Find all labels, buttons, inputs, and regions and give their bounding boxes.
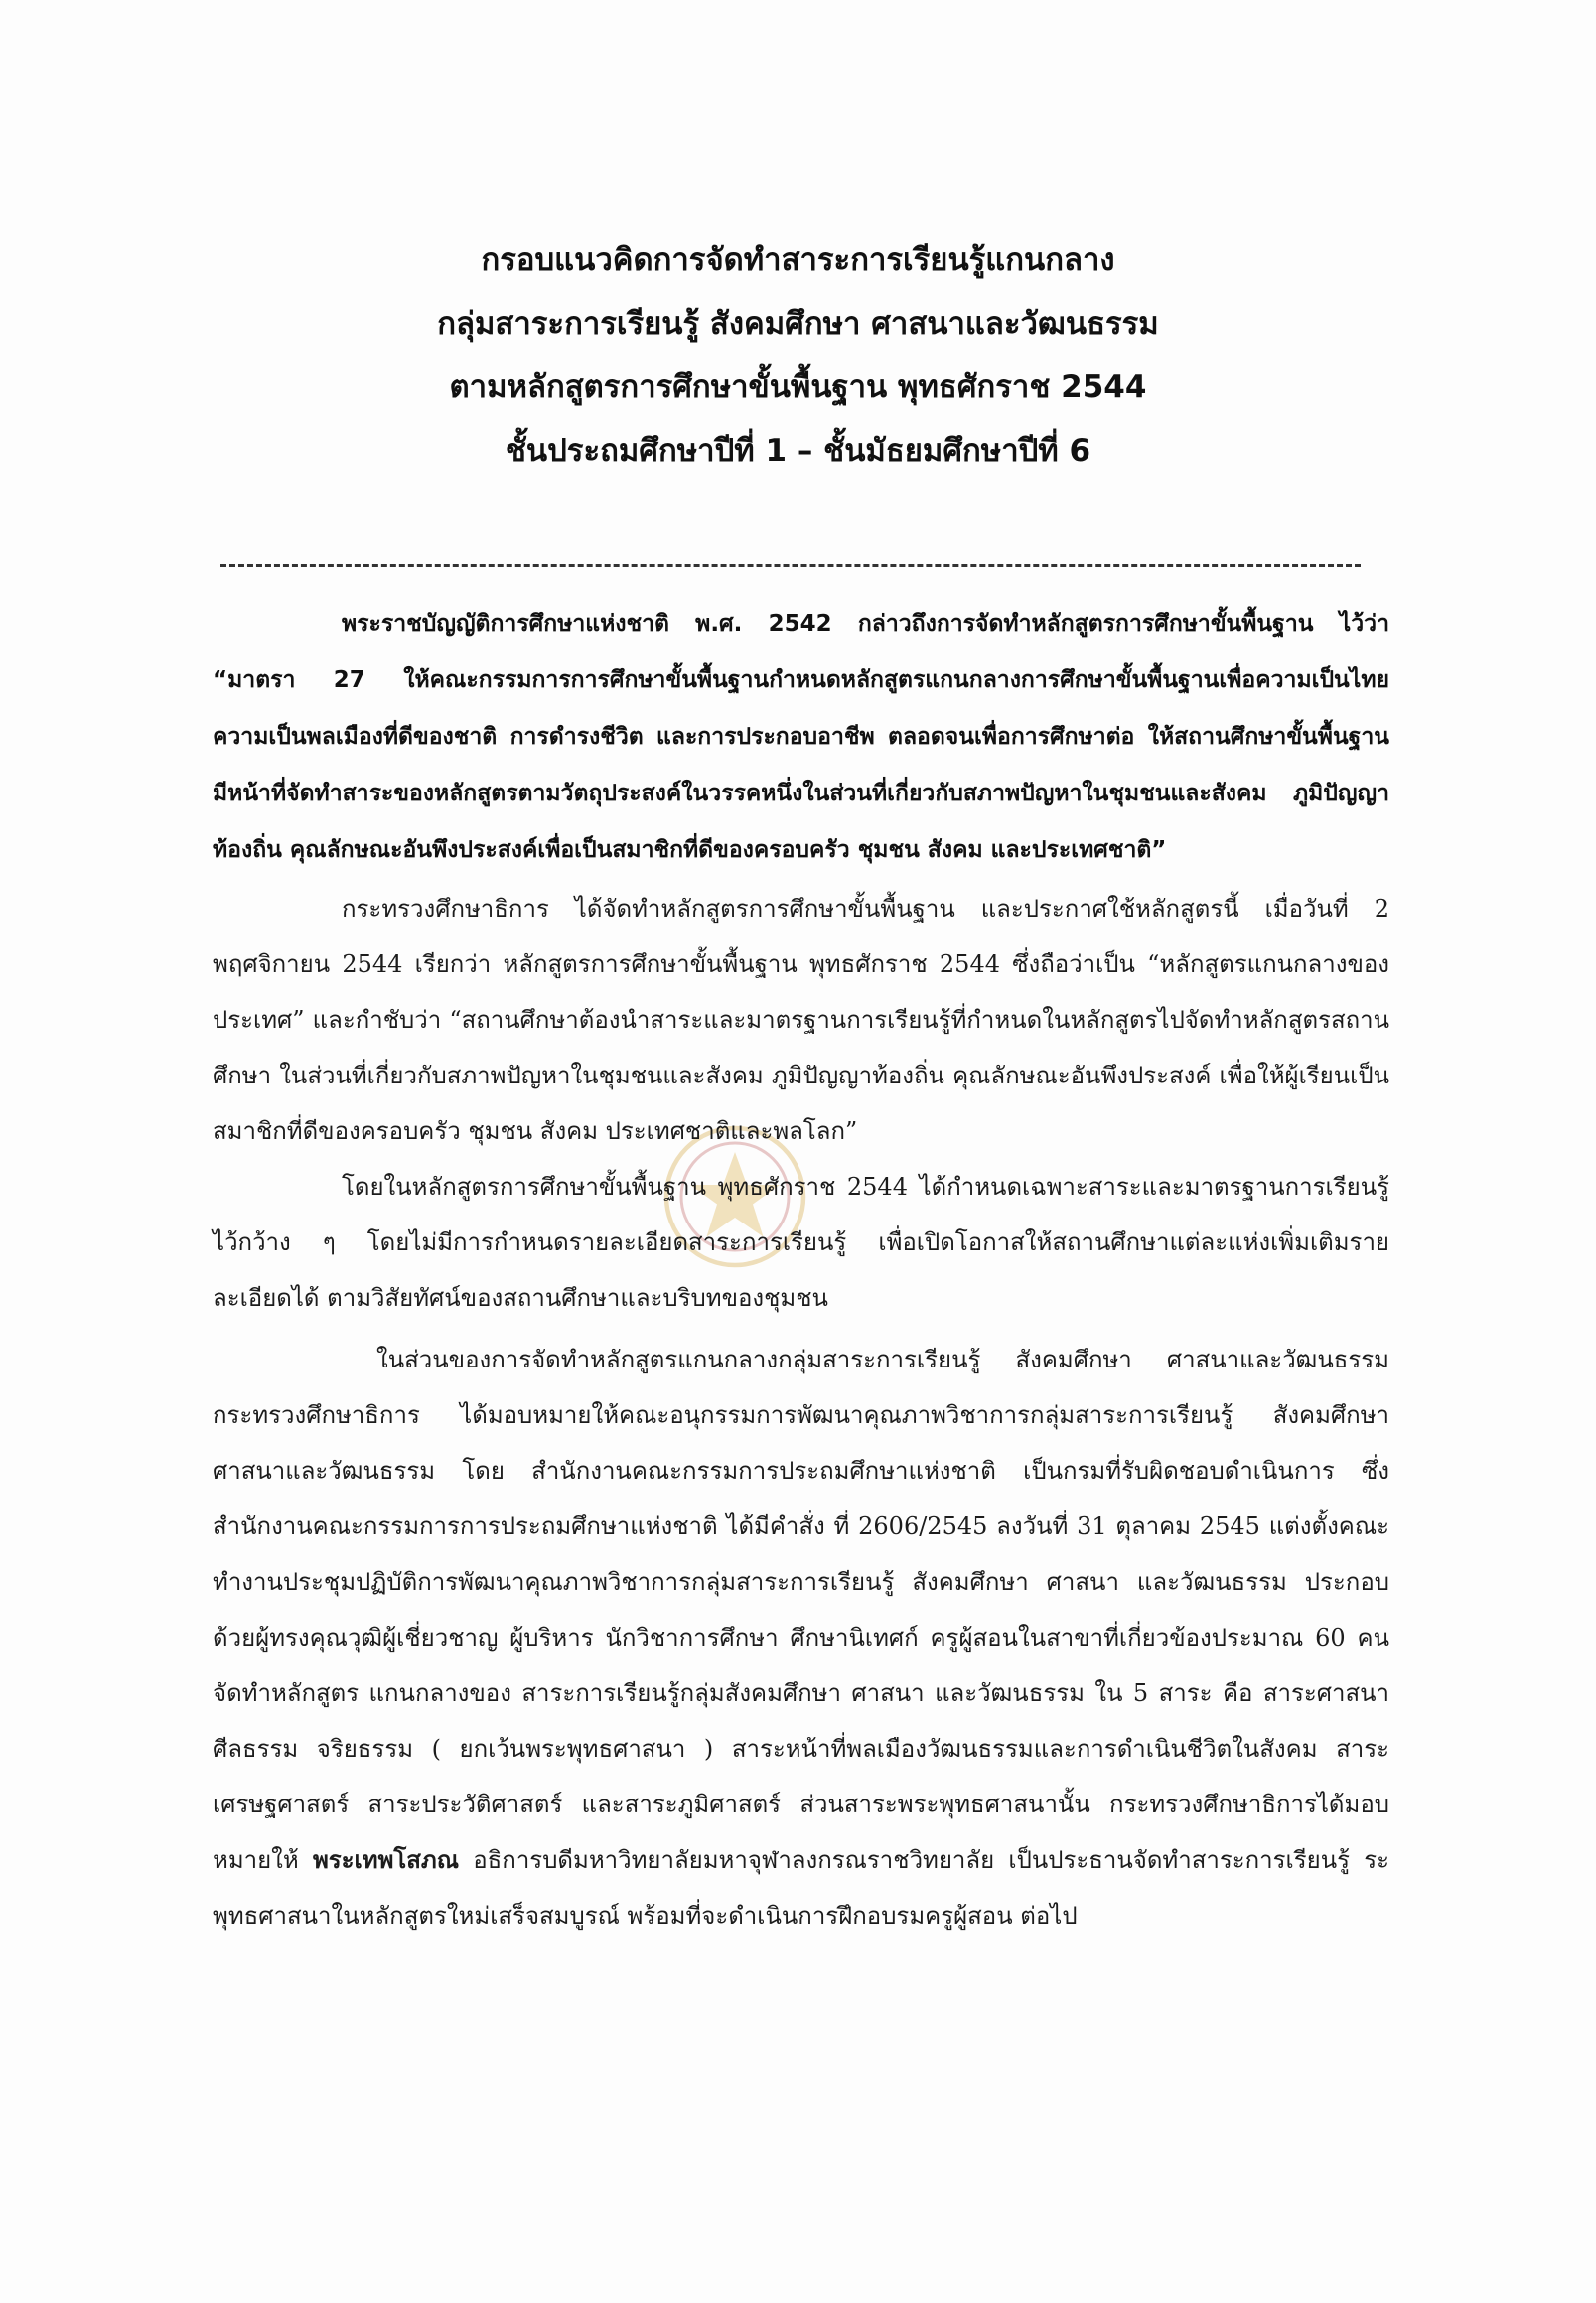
paragraph-4-text-a: ในส่วนของการจัดทำหลักสูตรแกนกลางกลุ่มสาระการเรียนรู้ สังคมศึกษา ศาสนาและวัฒนธรรม กระทรวงศึกษาธิการ ได้มอบหมายให้คณะอนุกรรมการพัฒนาคุณภาพวิชาการกลุ่มสาระการเรียนรู้ สังคมศึกษา ศาสนาและวัฒนธรรม โดย สำนักงานคณะกรรมการประถมศึกษาแห่งชาติ เป็นกรมที่รับผิดชอบดำเนินการ ซึ่งสำนักงานคณะกรรมการการประถมศึกษาแห่งชาติ ได้มีคำสั่ง ที่ 2606/2545 ลงวันที่ 31 ตุลาคม 2545 แต่งตั้งคณะทำงานประชุมปฏิบัติการพัฒนาคุณภาพวิชาการกลุ่มสาระการเรียนรู้ สังคมศึกษา ศาสนา และวัฒนธรรม ประกอบด้วยผู้ทรงคุณวุฒิผู้เชี่ยวชาญ ผู้บริหาร นักวิชาการศึกษา ศึกษานิเทศก์ ครูผู้สอนในสาขาที่เกี่ยวข้องประมาณ 60 คน จัดทำหลักสูตร แกนกลางของ สาระการเรียนรู้กลุ่มสังคมศึกษา ศาสนา และวัฒนธรรม ใน 5 สาระ คือ สาระศาสนา ศีลธรรม จริยธรรม ( ยกเว้นพระพุทธศาสนา ) สาระหน้าที่พลเมืองวัฒนธรรมและการดำเนินชีวิตในสังคม สาระเศรษฐศาสตร์ สาระประวัติศาสตร์ และสาระภูมิศาสตร์ ส่วนสาระพระพุทธศาสนานั้น กระทรวงศึกษาธิการได้มอบหมายให้ xyxy=(213,1346,1389,1874)
paragraph-4-emphasis: พระเทพโสภณ xyxy=(312,1846,460,1874)
document-body xyxy=(213,596,1389,1943)
dashed-divider xyxy=(220,564,1361,567)
paragraph-3: โดยในหลักสูตรการศึกษาขั้นพื้นฐาน พุทธศักราช 2544 ได้กำหนดเฉพาะสาระและมาตรฐานการเรียนรู้ไว้กว้าง ๆ โดยไม่มีการกำหนดรายละเอียดสาระการเรียนรู้ เพื่อเปิดโอกาสให้สถานศึกษาแต่ละแห่งเพิ่มเติมรายละเอียดได้ ตามวิสัยทัศน์ของสถานศึกษาและบริบทของชุมชน xyxy=(213,1173,1389,1312)
paragraph-4 xyxy=(213,1332,1389,1943)
document-title-block xyxy=(0,228,1596,483)
title-line-3: ตามหลักสูตรการศึกษาขั้นพื้นฐาน พุทธศักราช 2544 xyxy=(449,369,1147,405)
paragraph-1: พระราชบัญญัติการศึกษาแห่งชาติ พ.ศ. 2542 กล่าวถึงการจัดทำหลักสูตรการศึกษาขั้นพื้นฐาน ไว้ว่า “มาตรา 27 ให้คณะกรรมการการศึกษาขั้นพื้นฐานกำหนดหลักสูตรแกนกลางการศึกษาขั้นพื้นฐานเพื่อความเป็นไทย ความเป็นพลเมืองที่ดีของชาติ การดำรงชีวิต และการประกอบอาชีพ ตลอดจนเพื่อการศึกษาต่อ ให้สถานศึกษาขั้นพื้นฐานมีหน้าที่จัดทำสาระของหลักสูตรตามวัตถุประสงค์ในวรรคหนึ่งในส่วนที่เกี่ยวกับสภาพปัญหาในชุมชนและสังคม ภูมิปัญญาท้องถิ่น คุณลักษณะอันพึงประสงค์เพื่อเป็นสมาชิกที่ดีของครอบครัว ชุมชน สังคม และประเทศชาติ” xyxy=(213,611,1389,863)
title-line-2: กลุ่มสาระการเรียนรู้ สังคมศึกษา ศาสนาและวัฒนธรรม xyxy=(437,306,1159,342)
paragraph-2: กระทรวงศึกษาธิการ ได้จัดทำหลักสูตรการศึกษาขั้นพื้นฐาน และประกาศใช้หลักสูตรนี้ เมื่อวันที่ 2 พฤศจิกายน 2544 เรียกว่า หลักสูตรการศึกษาขั้นพื้นฐาน พุทธศักราช 2544 ซึ่งถือว่าเป็น “หลักสูตรแกนกลางของประเทศ” และกำชับว่า “สถานศึกษาต้องนำสาระและมาตรฐานการเรียนรู้ที่กำหนดในหลักสูตรไปจัดทำหลักสูตรสถานศึกษา ในส่วนที่เกี่ยวกับสภาพปัญหาในชุมชนและสังคม ภูมิปัญญาท้องถิ่น คุณลักษณะอันพึงประสงค์ เพื่อให้ผู้เรียนเป็นสมาชิกที่ดีของครอบครัว ชุมชน สังคม ประเทศชาติและพลโลก” xyxy=(213,895,1389,1145)
paragraph-4-text-b: อธิการบดีมหาวิทยาลัยมหาจุฬาลงกรณราชวิทยาลัย เป็นประธานจัดทำสาระการเรียนรู้ ระพุทธศาสนาในหลักสูตรใหม่เสร็จสมบูรณ์ พร้อมที่จะดำเนินการฝึกอบรมครูผู้สอน ต่อไป xyxy=(213,1846,1389,1930)
title-line-4: ชั้นประถมศึกษาปีที่ 1 – ชั้นมัธยมศึกษาปีที่ 6 xyxy=(505,433,1091,469)
title-line-1: กรอบแนวคิดการจัดทำสาระการเรียนรู้แกนกลาง xyxy=(481,242,1115,278)
